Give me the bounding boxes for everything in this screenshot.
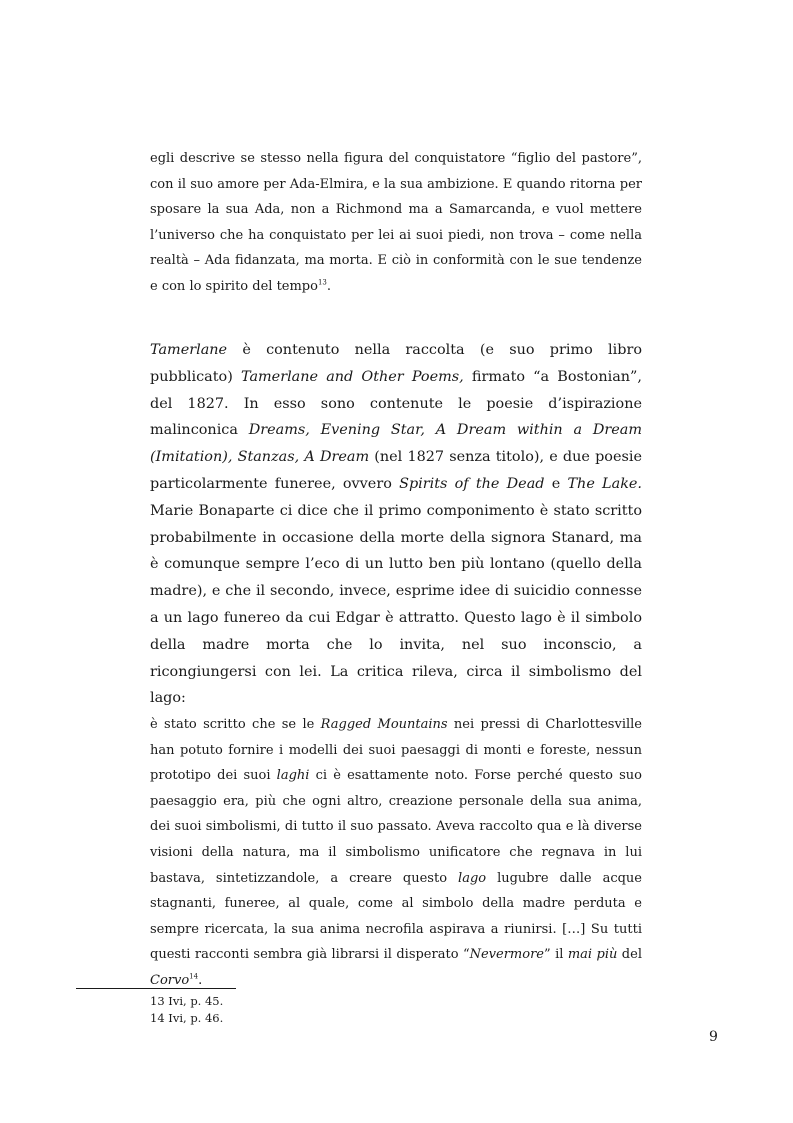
para-text: firmato “a Bostonian”, del 1827. In esso sono contenute le poesie d’ispirazione malinconica xyxy=(150,368,642,439)
footnote-ref-14[interactable]: 14 xyxy=(189,972,199,981)
quote2-italic: Ragged Mountains xyxy=(320,717,448,732)
page-number: 9 xyxy=(709,1029,718,1045)
quote2-italic: laghi xyxy=(276,768,310,784)
poem-titles: Dreams, Evening Star, A Dream within a Dream (Imitation), Stanzas, A Dream xyxy=(150,422,642,466)
quote2-italic: mai più xyxy=(567,947,618,963)
quote2-text: è stato scritto che se le xyxy=(150,717,321,732)
para-text: (nel 1827 senza titolo), e due poesie particolarmente funeree, ovvero xyxy=(150,449,642,492)
quote2-text: lugubre dalle acque stagnanti, funeree, al quale, come al simbolo della madre perduta e sempre ricercata, la sua anima necrofila aspirava a riunirsi. […] Su tutti questi racconti sembra già librarsi il disperato “ xyxy=(150,870,642,963)
para-text: Marie Bonaparte ci dice che il primo componimento è stato scritto probabilmente in occasione della morte della signora Stanard, ma è comunque sempre l’eco di un lutto ben più lontano (quello della madre), e che il secondo, invece, esprime idee di suicidio connesse a un lago funereo da cui Edgar è attratto. Questo lago è il simbolo della madre morta che lo invita, nel suo inconscio, a ricongiungersi con lei. La critica rileva, circa il simbolismo del lago: xyxy=(150,502,642,707)
para-text: è contenuto nella raccolta (e suo primo libro pubblicato) xyxy=(150,342,642,385)
quote2-italic: lago xyxy=(458,870,487,886)
title-collection: Tamerlane and Other Poems, xyxy=(240,368,464,385)
quote2-text: . xyxy=(198,972,203,988)
quote-block-1: egli descrive se stesso nella figura del conquistatore “figlio del pastore”, con il suo amore per Ada-Elmira, e la sua ambizione. E quando ritorna per sposare la sua Ada, non a Richmond ma a Samarcanda, e vuol mettere l’universo che ha conquistato per lei ai suoi piedi, non trova – come nella realtà – Ada fidanzata, ma morta. E ciò in conformità con le sue tendenze e con lo spirito del tempo$^{13}$. xyxy=(150,151,642,294)
title-the-lake: The Lake. xyxy=(567,475,643,492)
quote2-text: del xyxy=(617,947,642,963)
body-paragraph xyxy=(150,337,642,712)
para-text: e xyxy=(544,475,568,492)
footnote-separator xyxy=(76,988,236,989)
quote2-text: ” il xyxy=(544,947,568,963)
footnote-ref-13[interactable]: 13 xyxy=(317,278,327,287)
footnote-13: 13 Ivi, p. 45. xyxy=(150,994,224,1008)
quote2-italic: Nevermore xyxy=(469,947,544,963)
quote2-italic: Corvo xyxy=(150,972,190,988)
quote-block-2 xyxy=(150,712,642,994)
title-tamerlane: Tamerlane xyxy=(150,342,228,358)
quote1-text: egli descrive se stesso nella figura del conquistatore “figlio del pastore”, con il suo amore per Ada-Elmira, e la sua ambizione. E quando ritorna per sposare la sua Ada, non a Richmond ma a Samarcanda, e vuol mettere l’universo che ha conquistato per lei ai suoi piedi, non trova – come nella realtà – Ada fidanzata, ma morta. E ciò in conformità con le sue tendenze e con lo spirito del tempo xyxy=(150,151,642,294)
title-spirits: Spirits of the Dead xyxy=(399,475,545,492)
quote2-text: nei pressi di Charlottesville han potuto fornire i modelli dei suoi paesaggi di monti e foreste, nessun prototipo dei suoi xyxy=(150,717,642,784)
quote2-text: ci è esattamente noto. Forse perché questo suo paesaggio era, più che ogni altro, creazione personale della sua anima, dei suoi simbolismi, di tutto il suo passato. Aveva raccolto qua e là diverse visioni della natura, ma il simbolismo unificatore che regnava in lui bastava, sintetizzandole, a creare questo xyxy=(150,768,642,886)
footnote-14: 14 Ivi, p. 46. xyxy=(150,1011,224,1025)
